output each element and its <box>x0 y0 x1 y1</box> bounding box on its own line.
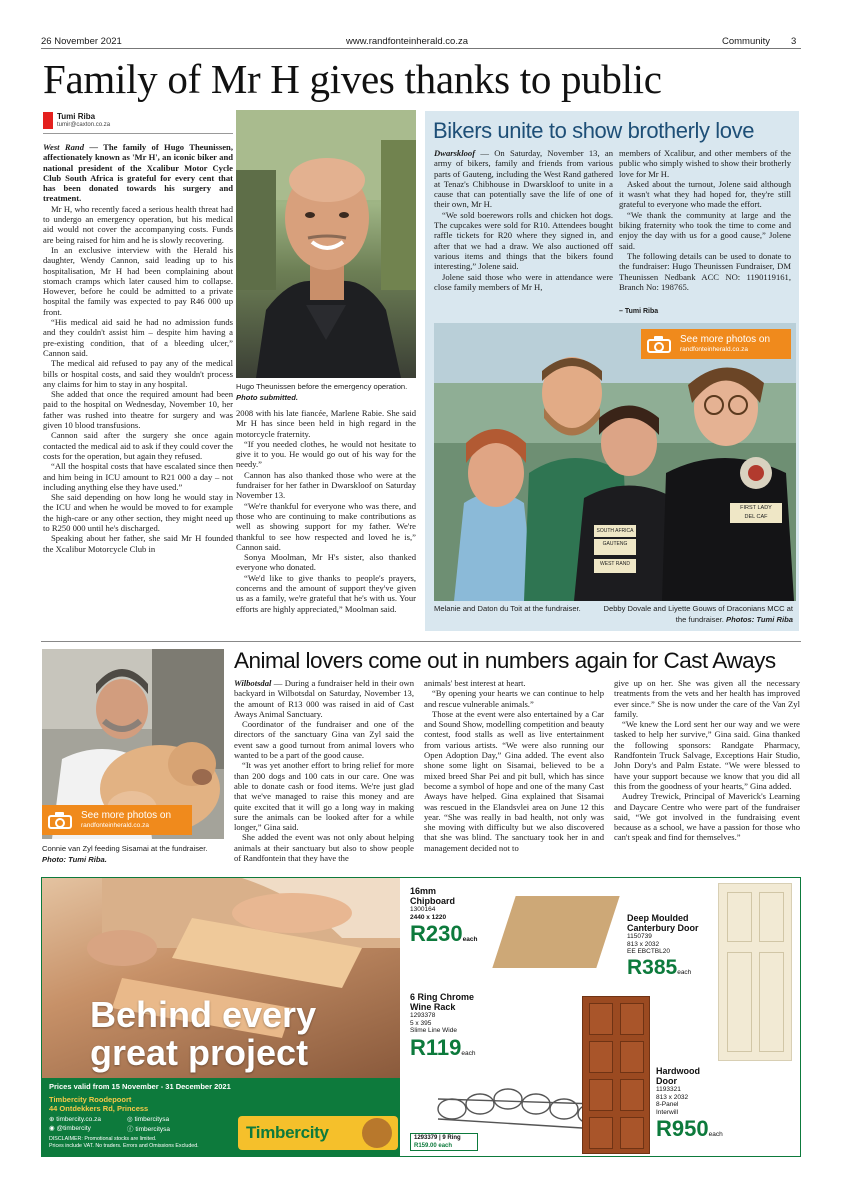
main-para: Sonya Moolman, Mr H's sister, also thanked everyone who donated. <box>236 552 416 573</box>
page-number: 3 <box>791 36 797 47</box>
camera-icon <box>48 811 74 829</box>
bikers-photo <box>434 323 796 601</box>
author-name: Tumi Riba <box>57 112 96 121</box>
wine-rack-note: Slime Line Wide <box>410 1027 457 1034</box>
ad-brand-logo <box>238 1116 398 1150</box>
main-para: Cannon said after the surgery she once again contacted the medical aid to ask if they could cover the costs for the operation, but again they refused. <box>43 430 233 461</box>
animal-headline: Animal lovers come out in numbers again for Cast Aways <box>234 648 776 673</box>
main-para: “His medical aid said he had no admission funds and they couldn't assist him – despite him having a pre-existing condition, that of a bleeding ulcer,” Cannon said. <box>43 317 233 358</box>
timbercity-ad[interactable] <box>41 877 801 1157</box>
deep-door-extra: EE EBCTBL20 <box>627 948 670 955</box>
globe-icon: ⊕ <box>49 1116 55 1123</box>
ad-brand-name: Timbercity <box>246 1123 329 1142</box>
hardwood-door-size: 813 x 2032 <box>656 1093 689 1101</box>
hardwood-door-code: 1193321 <box>656 1086 681 1093</box>
main-para: “If you needed clothes, he would not hesitate to give it to you. He would go out of his way for the needy.” <box>236 438 416 470</box>
main-story-col1 <box>43 142 233 632</box>
animal-para: “We knew the Lord sent her our way and we were tasked to help her survive,” Gina said. Gina thanked the following sponsors: Randgate Pharmacy, Randfontein Truck Salvage, Exceptions Hair Studio, John Dory's and Palm Estate. “We were blessed to have your support because we know that you did all this from the goodness of your hearts,” Gina added. <box>614 719 800 791</box>
deep-door-name: Deep Moulded Canterbury Door <box>627 913 699 933</box>
ad-contact-twitter[interactable]: ◉ @timbercity <box>49 1125 91 1132</box>
main-para: “All the hospital costs that have escalated since then and him being in ICU amount to R21 000 a day – not including anything else they have used.” <box>43 461 233 492</box>
chipboard-code: 1300164 <box>410 906 436 913</box>
bikers-headline: Bikers unite to show brotherly love <box>433 118 755 143</box>
author-email[interactable]: tumir@caxton.co.za <box>57 122 111 128</box>
main-para: She said depending on how long he would stay in the ICU and when he would be moved to for example the high-care or any other section, they might need up to R250 000 until he's discharged. <box>43 492 233 533</box>
animal-para: She added the event was not only about helping animals at their sanctuary but also to show people of Randfontein that they have the <box>234 832 414 864</box>
bikers-caption-credit: Photos: Tumi Riba <box>726 615 793 624</box>
section-name: Community <box>722 36 771 47</box>
bikers-para: “We sold boerewors rolls and chicken hot dogs. The cupcakes were sold for R10. Attendees bought raffle tickets for R20 where they signed in, and after that we had a draw. We also auctioned off various items and things that the bikers found interesting,” Jolene said. <box>434 209 613 272</box>
sisamai-caption: Connie van Zyl feeding Sisamai at the fundraiser. Photo: Tumi Riba. <box>42 844 208 864</box>
main-para: The medical aid refused to pay any of the medical bills or hospital costs, and said they wouldn't process any claims for him to stay in any hospital. <box>43 358 233 389</box>
bikers-see-more-link[interactable]: See more photos on randfonteinherald.co.za <box>641 329 791 359</box>
animal-divider <box>41 641 801 642</box>
ad-store-address: 44 Ontdekkers Rd, Princess <box>49 1104 149 1113</box>
animal-para: Audrey Trewick, Principal of Maverick's Learning and Daycare Centre who were part of the fundraiser said, “We got involved in the fundraising event because as a school, we have a passion for those who can't speak and find for themselves.” <box>614 791 800 843</box>
main-para: 2008 with his late fiancée, Marlene Rabie. She said Mr H has since been held in high regard in the motorcycle fraternity. <box>236 408 416 439</box>
bikers-caption-right: Debby Dovale and Liyette Gouws of Draconians MCC at the fundraiser. Photos: Tumi Riba <box>603 604 793 624</box>
hardwood-door-extra2: Interwill <box>656 1108 679 1116</box>
first-lady-patch-text: FIRST LADY DEL CAF <box>740 505 772 520</box>
bikers-para: members of Xcalibur, and other members of the public who simply wished to show their brotherly love for Mr H. <box>619 148 791 179</box>
animal-see-more-link[interactable]: See more photos on randfonteinherald.co.za <box>42 805 192 835</box>
product-wine-rack[interactable] <box>410 992 610 1152</box>
bikers-para: The following details can be used to donate to the fundraiser: Hugo Theunissen Fundraiser, DM Theunissen Nedbank ACC NO: 1190119161, Branch No: 198765. <box>619 250 791 292</box>
hugo-caption <box>236 381 416 403</box>
main-para: Speaking about her father, she said Mr H founded the Xcalibur Motorcycle Club in <box>43 533 233 554</box>
ad-slogan: Behind every great project <box>90 994 317 1073</box>
main-para: In an exclusive interview with the Herald his daughter, Wendy Cannon, said leading up to his hospitalisation, Mr H had been complaining about stomach cramps which later caused him to collapse. However, before he could be admitted to a private hospital the family was expected to pay R46 000 up front. <box>43 244 233 317</box>
animal-para: Wilbotsdal — During a fundraiser held in their own backyard in Wilbotsdal on Saturday, November 13, the amount of R13 000 was raised in aid of Cast Aways Animal Sanctuary. <box>234 678 414 719</box>
page-header <box>41 35 801 49</box>
product-deep-door[interactable] <box>627 913 717 993</box>
product-hardwood-door[interactable] <box>656 1066 776 1156</box>
animal-dateline: Wilbotsdal <box>234 678 272 688</box>
chipboard-size: 2440 x 1220 <box>410 913 447 921</box>
bikers-dateline: Dwarskloof <box>434 148 476 158</box>
hardwood-door-image <box>582 996 650 1154</box>
lion-mascot-icon <box>362 1118 392 1148</box>
hardwood-door-price: R950 <box>656 1116 709 1141</box>
main-dateline: West Rand <box>43 142 84 152</box>
at-icon: ◉ <box>49 1125 55 1132</box>
bikers-para: Jolene said those who were in attendance were close family members of Mr H, <box>434 271 613 292</box>
ad-contact-instagram[interactable]: ◎ timbercitysa <box>127 1116 170 1123</box>
main-para: Mr H, who recently faced a serious health threat had to undergo an emergency operation, but his medical aid would not cover the accompanying costs. Funds are being raised for him and he is slowly recovering. <box>43 203 233 245</box>
vest-patch-text: SOUTH AFRICA GAUTENG WEST RAND <box>596 528 634 567</box>
bikers-caption-left: Melanie and Daton du Toit at the fundraiser. <box>434 604 581 613</box>
issue-date: 26 November 2021 <box>41 36 122 47</box>
ad-contact-facebook[interactable]: ⓕ timbercitysa <box>127 1126 170 1133</box>
wine-rack-promo: 1293379 | 9 Ring R159.00 each <box>410 1133 478 1151</box>
ad-disclaimer: DISCLAIMER: Promotional stocks are limited. Prices include VAT. No traders. Errors and Omissions Excluded. <box>49 1136 199 1149</box>
ad-valid-dates: Prices valid from 15 November - 31 December 2021 <box>49 1082 231 1091</box>
deep-door-size: 813 x 2032 <box>627 940 660 948</box>
deep-door-unit: each <box>677 968 692 976</box>
sisamai-photo <box>42 649 224 839</box>
animal-para: Coordinator of the fundraiser and one of the directors of the sanctuary Gina van Zyl said the event saw a good turnout from animal lovers who wanted to be a part of the good cause. <box>234 719 414 761</box>
main-para: “We're thankful for everyone who was there, and those who are continuing to make contributions as well as showing support for my father. We're thankful to see how respected and loved he is,” Cannon said. <box>236 500 416 552</box>
ad-store-name: Timbercity Roodepoort <box>49 1095 132 1104</box>
sisamai-caption-credit: Photo: Tumi Riba. <box>42 855 107 864</box>
bikers-byline: – Tumi Riba <box>619 308 659 315</box>
main-story-lede-para <box>43 142 233 204</box>
hugo-photo <box>236 110 416 378</box>
chipboard-image <box>492 896 619 968</box>
hugo-caption-text: Hugo Theunissen before the emergency operation. <box>236 382 408 391</box>
site-url[interactable]: www.randfonteinherald.co.za <box>346 36 468 47</box>
deep-door-code: 1150739 <box>627 933 652 940</box>
main-story-col2 <box>236 408 416 630</box>
animal-para: give up on her. She was given all the necessary treatments from the vets and her health has improved ever since.” She is now under the care of the Van Zyl family. <box>614 678 800 719</box>
author-block <box>43 112 233 134</box>
hardwood-door-name: Hardwood Door <box>656 1066 700 1086</box>
wine-rack-price: R119 <box>410 1034 462 1060</box>
main-headline: Family of Mr H gives thanks to public <box>43 56 662 102</box>
deep-door-image <box>718 883 792 1061</box>
ad-contact-web[interactable]: ⊕ timbercity.co.za <box>49 1116 101 1123</box>
bikers-col2 <box>619 148 791 308</box>
facebook-icon: ⓕ <box>127 1126 134 1133</box>
hugo-caption-credit: Photo submitted. <box>236 393 299 402</box>
chipboard-unit: each <box>462 936 478 943</box>
hardwood-door-price-row <box>656 1116 776 1142</box>
chipboard-price: R230 <box>410 921 463 946</box>
animal-para: animals' best interest at heart. <box>424 678 526 688</box>
animal-col2 <box>424 678 604 871</box>
main-para: She added that once the required amount had been paid to the hospital on Wednesday, November 10, her father was rushed into theatre for surgery and was given 10 blood transfusions. <box>43 389 233 431</box>
ad-info-panel <box>42 1078 400 1157</box>
wine-rack-name: 6 Ring Chrome Wine Rack <box>410 992 475 1012</box>
animal-para: “It was yet another effort to bring relief for more than 200 dogs and 100 cats in our care. One was able to donate cash or food items. We're just glad that we've managed to raise this money and are quite excited that it will go a long way in making sure the animals can be looked after for a while longer,” Gina said. <box>234 760 414 833</box>
animal-para: “By opening your hearts we can continue to help and rescue vulnerable animals.” <box>424 688 604 709</box>
deep-door-price-row <box>627 956 717 980</box>
wine-rack-price-row <box>410 1035 610 1061</box>
instagram-icon: ◎ <box>127 1116 133 1123</box>
product-chipboard[interactable] <box>410 886 610 978</box>
animal-col3 <box>614 678 800 871</box>
main-para: Cannon has also thanked those who were at the fundraiser for her father in Dwarskloof on Saturday November 13. <box>236 469 416 501</box>
hardwood-door-extra1: 8-Panel <box>656 1101 679 1108</box>
camera-icon <box>647 335 673 353</box>
main-para: “We'd like to give thanks to people's prayers, concerns and the amount of support they've given us as a family, we're grateful that he's with us. Your efforts are highly appreciated,” Moolman said. <box>236 572 416 614</box>
bikers-para: “We thank the community at large and the biking fraternity who took the time to come and enjoy the day with us for a good cause,” Jolene said. <box>619 209 791 251</box>
bikers-col1 <box>434 148 613 324</box>
animal-col1 <box>234 678 414 871</box>
wine-rack-size: 5 x 395 <box>410 1019 432 1027</box>
bikers-para: Asked about the turnout, Jolene said although it wasn't what they had hoped for, they're still grateful to everyone who made the effort. <box>619 178 791 210</box>
hugo-portrait-graphic <box>236 110 416 378</box>
deep-door-price: R385 <box>627 955 678 979</box>
bikers-box <box>425 111 799 631</box>
main-lede: — The family of Hugo Theunissen, affectionately known as 'Mr H', an iconic biker and national president of the Xcalibur Motor Cycle Club South Africa is grateful for every cent that has been donated towards his surgery and treatment. <box>43 142 233 204</box>
hardwood-door-unit: each <box>708 1131 723 1138</box>
wine-rack-unit: each <box>461 1049 476 1057</box>
animal-para: Those at the event were also entertained by a Car and Sound Show, modelling competition and beauty contest, food stalls as well as live entertainment from various artists. “We were also running our Open Adoption Day,” Gina added. The event also shone some light on Sisamai, believed to be a mixed breed Shar Pei and pit bull, which has since become a symbol of hope and one of the many Cast Aways have helped. Gina explained that Sisamai was rescued in the Elandsvlei area on June 12 this year. “She was really in bad health, not only was she moving with difficulty but we also discovered that she was blind. The sanctuary took her in and management decided not to <box>424 708 604 853</box>
author-marker <box>43 112 53 129</box>
chipboard-name: 16mm Chipboard <box>410 886 455 906</box>
bikers-para: Dwarskloof — On Saturday, November 13, an army of bikers, family and friends from various parts of Gauteng, including the West Rand gathered at Tenaz's Chibhouse in Dwarskloof to unite in a cause that can potentially save the life of one of their own, Mr H. <box>434 148 613 210</box>
wine-rack-code: 1293378 <box>410 1012 436 1019</box>
